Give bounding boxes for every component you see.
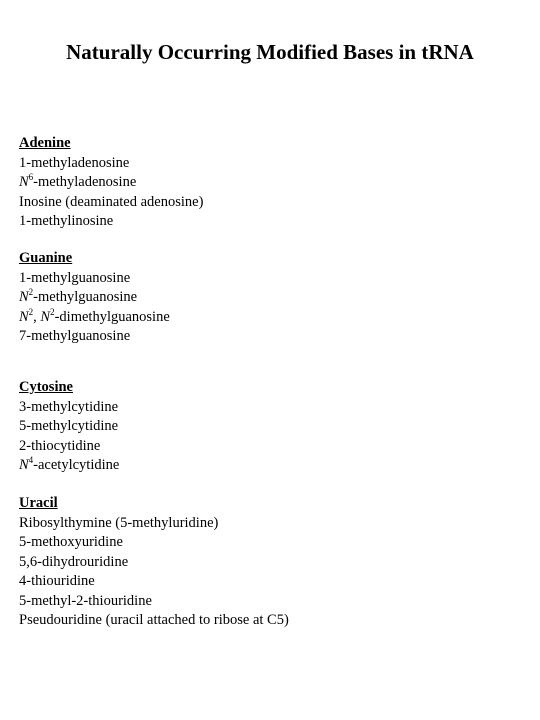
- section-uracil: [19, 494, 519, 631]
- list-item: 7-methylguanosine: [19, 328, 131, 344]
- page-title: Naturally Occurring Modified Bases in tRNA: [66, 40, 474, 64]
- section-heading: Guanine: [19, 250, 73, 266]
- list-item: 2-thiocytidine: [19, 437, 101, 454]
- list-item: 4-thiouridine: [19, 573, 95, 589]
- list-item: $N^6$-methyladenosine: [19, 172, 137, 190]
- list-item: 1-methylguanosine: [19, 269, 131, 286]
- list-item: 3-methylcytidine: [19, 398, 119, 415]
- list-item: 5-methylcytidine: [19, 418, 119, 434]
- list-item: 5,6-dihydrouridine: [19, 553, 129, 570]
- list-item: 5-methoxyuridine: [19, 534, 123, 550]
- list-item: Pseudouridine (uracil attached to ribose at C5): [19, 612, 289, 628]
- list-item: Ribosylthymine (5-methyluridine): [19, 514, 219, 531]
- section-adenine: [19, 134, 519, 232]
- list-item: Inosine (deaminated adenosine): [19, 193, 204, 210]
- section-heading: Adenine: [19, 135, 71, 151]
- list-item: 1-methylinosine: [19, 213, 114, 229]
- section-guanine: [19, 249, 519, 347]
- section-cytosine: [19, 378, 519, 476]
- list-item: 5-methyl-2-thiouridine: [19, 592, 152, 609]
- list-item: $N^2$-methylguanosine: [19, 287, 138, 305]
- list-item: $N^2$, $N^2$-dimethylguanosine: [19, 306, 170, 325]
- section-heading: Cytosine: [19, 379, 73, 395]
- section-heading: Uracil: [19, 495, 58, 511]
- list-item: $N^4$-acetylcytidine: [19, 455, 120, 473]
- list-item: 1-methyladenosine: [19, 154, 130, 171]
